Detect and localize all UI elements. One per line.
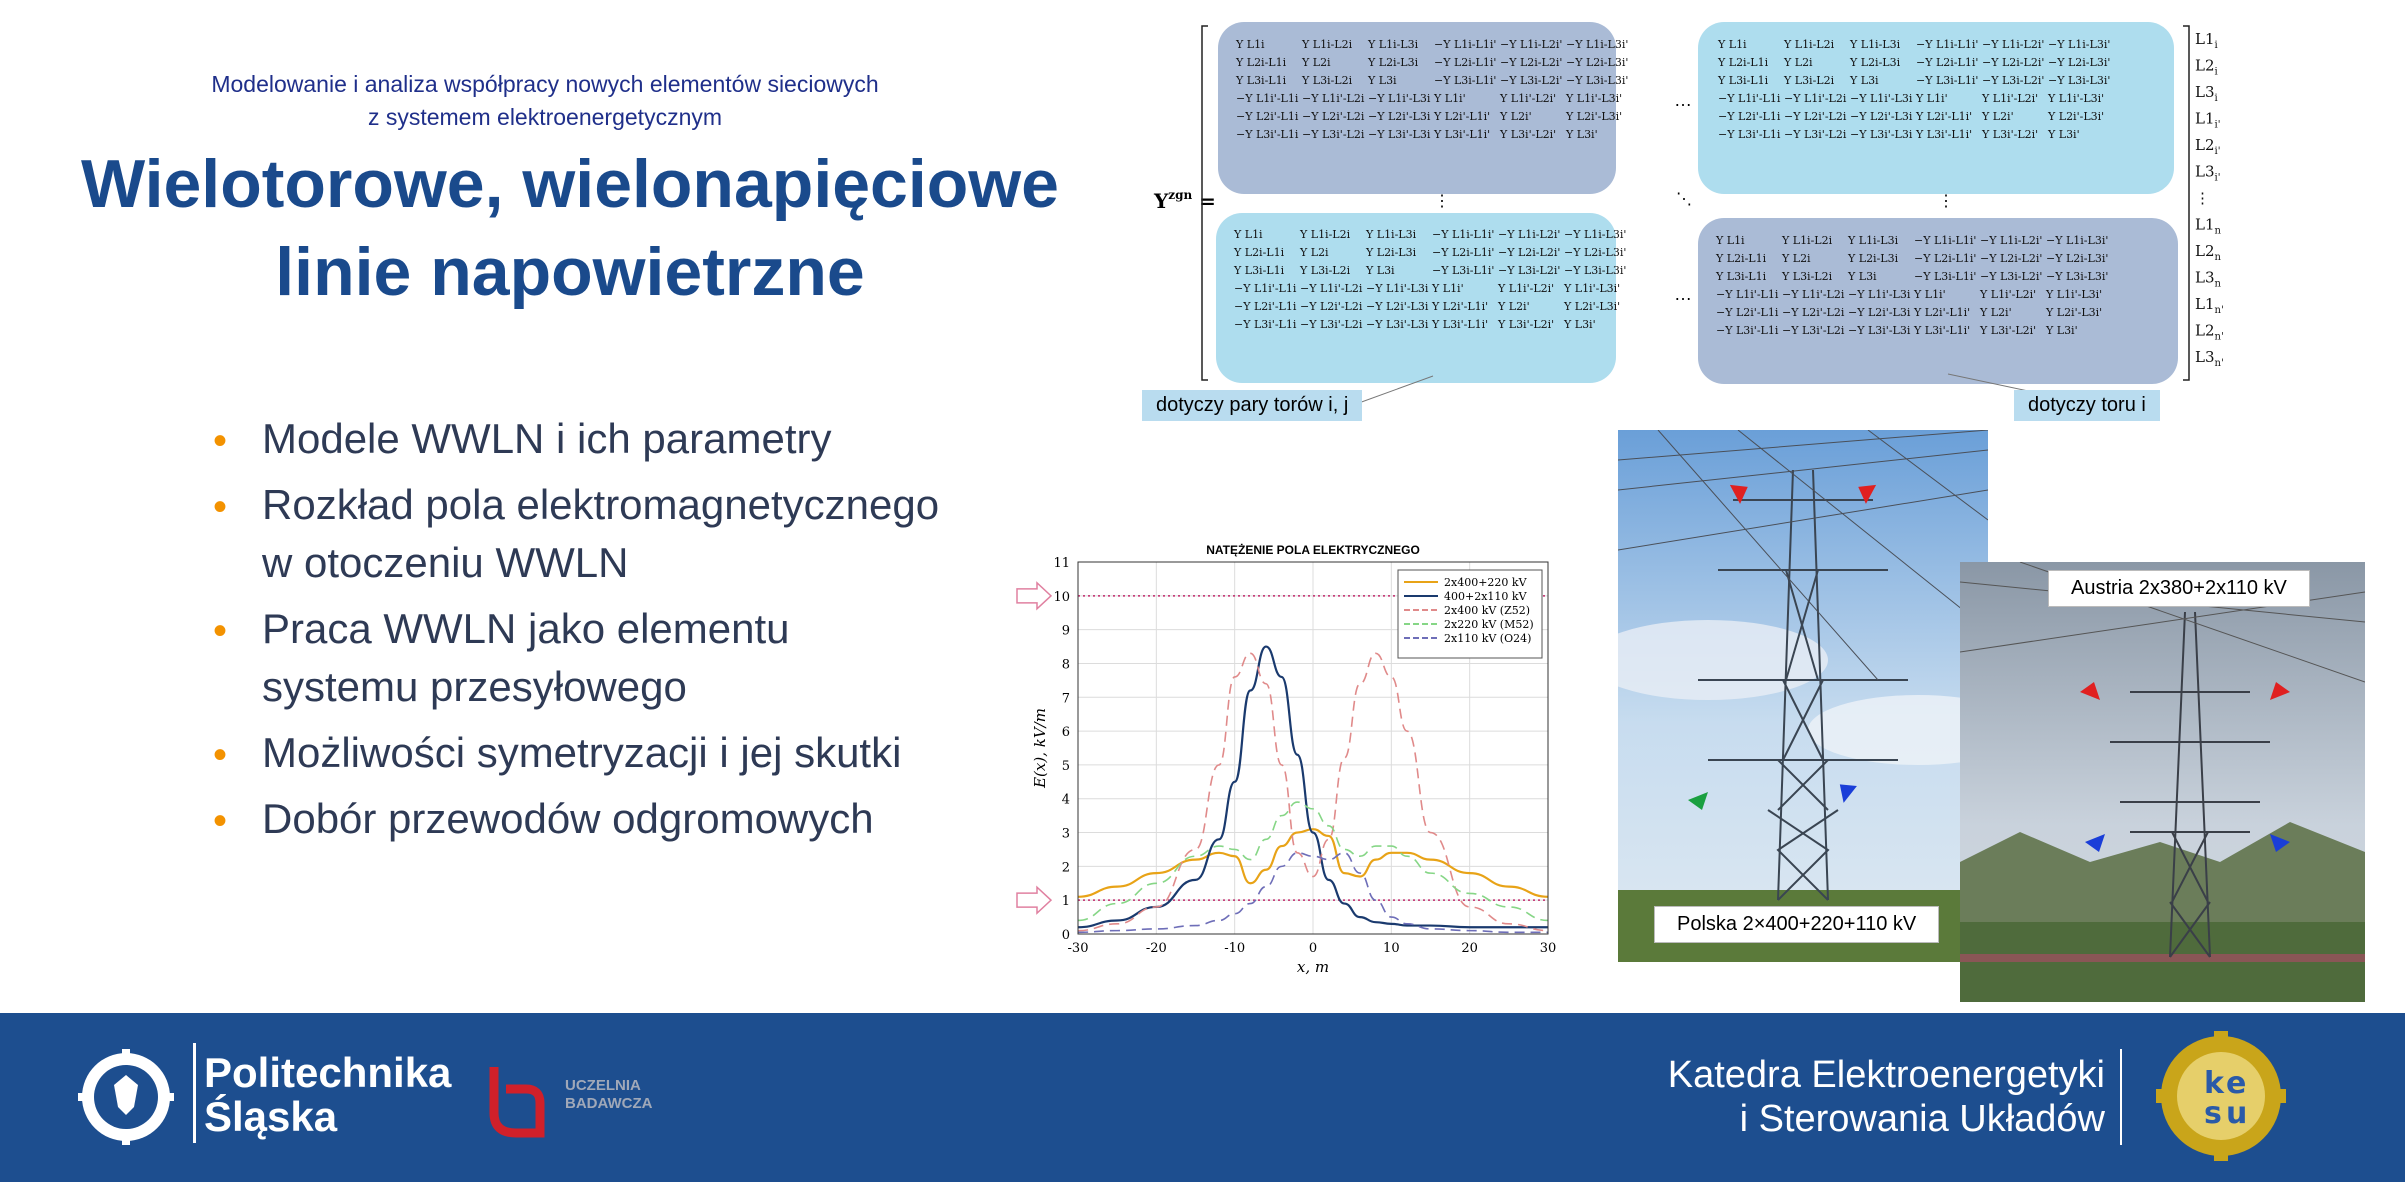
matrix-row-label: $L2_{i'}$ (2195, 136, 2221, 157)
matrix-cell: Y L3i (1850, 74, 1879, 87)
austria-tower-illustration (1960, 562, 2365, 1002)
subtitle-line1: Modelowanie i analiza współpracy nowych elementów sieciowych (211, 71, 879, 97)
matrix-cell: Y L1i (1236, 38, 1265, 51)
kesu-letter: s (2204, 1096, 2222, 1131)
matrix-cell: Y L3i (1366, 264, 1395, 277)
matrix-cell: −Y L1i'-L1i (1234, 282, 1297, 295)
y-tick-label: 2 (1061, 860, 1070, 876)
matrix-cell: Y L2i (1782, 252, 1811, 265)
matrix-cell: Y L1i-L2i (1300, 228, 1351, 241)
bullet-text: Rozkład pola elektromagnetycznego (262, 481, 940, 528)
matrix-cell: −Y L1i-L1i' (1914, 234, 1977, 247)
matrix-cell: Y L3i' (2048, 128, 2080, 141)
bullet-item (205, 476, 1005, 592)
bullet-text-cont: w otoczeniu WWLN (262, 539, 629, 586)
bullet-dot-icon: • (213, 799, 228, 843)
matrix-cell: −Y L1i-L3i' (1566, 38, 1629, 51)
matrix-row-label: $L1_{n'}$ (2195, 295, 2224, 316)
matrix-cell: −Y L3i-L2i' (1982, 74, 2045, 87)
matrix-row-labels (2195, 30, 2224, 369)
matrix-cell: Y L2i-L3i (1848, 252, 1899, 265)
bullet-text: Modele WWLN i ich parametry (262, 415, 832, 462)
matrix-cell: Y L2i-L3i (1368, 56, 1419, 69)
matrix-row-label: $L3_{n'}$ (2195, 348, 2224, 369)
x-tick-label: -10 (1224, 941, 1246, 956)
y-tick-label: 5 (1061, 758, 1070, 774)
matrix-cell: −Y L2i-L2i' (1500, 56, 1563, 69)
bullet-dot-icon: • (213, 485, 228, 529)
legend-label: 2x400+220 kV (1444, 576, 1527, 589)
matrix-cell: −Y L3i'-L1i (1716, 324, 1779, 337)
y-tick-label: 3 (1061, 826, 1070, 842)
matrix-symbol: $Y^{zgn}$ = (1154, 188, 1216, 213)
matrix-cell: −Y L3i'-L3i (1366, 318, 1429, 331)
matrix-cell: −Y L3i-L2i' (1500, 74, 1563, 87)
matrix-cell: Y L1i-L3i (1850, 38, 1901, 51)
matrix-cell: Y L2i'-L1i' (1432, 300, 1489, 313)
matrix-row-label: $L1_{i'}$ (2195, 109, 2221, 131)
university-name-line2: Śląska (204, 1093, 338, 1140)
x-tick-label: -30 (1067, 941, 1089, 956)
matrix-cell: Y L3i'-L2i' (1498, 318, 1555, 331)
footer-band (0, 1013, 2405, 1182)
matrix-cell: Y L1i-L3i (1848, 234, 1899, 247)
department-line2: i Sterowania Układów (1739, 1098, 2105, 1140)
matrix-cell: −Y L3i'-L1i (1234, 318, 1297, 331)
title-line1: Wielotorowe, wielonapięciowe (81, 146, 1059, 222)
matrix-cell: Y L3i'-L1i' (1432, 318, 1489, 331)
matrix-cell: −Y L2i-L1i' (1916, 56, 1979, 69)
title-line2: linie napowietrzne (275, 234, 865, 310)
bridge-rail (1960, 954, 2365, 962)
matrix-cell: −Y L3i-L2i' (1980, 270, 2043, 283)
matrix-hdots: … (1674, 90, 1692, 110)
bullet-text: Praca WWLN jako elementu (262, 605, 790, 652)
matrix-cell: Y L3i' (1566, 128, 1598, 141)
matrix-cell: Y L1i'-L2i' (1498, 282, 1555, 295)
slide-subtitle (120, 68, 970, 134)
matrix-cell: −Y L2i'-L2i (1784, 110, 1847, 123)
x-tick-label: -20 (1145, 941, 1167, 956)
matrix-cell: Y L3i'-L1i' (1914, 324, 1971, 337)
research-university-badge-icon (486, 1063, 550, 1143)
matrix-cell: −Y L2i-L3i' (2046, 252, 2109, 265)
university-gear-logo-icon (78, 1049, 174, 1145)
matrix-cell: Y L1i-L3i (1366, 228, 1417, 241)
matrix-cell: Y L3i-L1i (1716, 270, 1767, 283)
legend-label: 2x220 kV (M52) (1444, 618, 1534, 631)
x-tick-label: 30 (1539, 941, 1557, 956)
matrix-cell: −Y L1i-L1i' (1916, 38, 1979, 51)
chart-xlabel: x, m (1296, 958, 1330, 976)
photo-poland-tower (1618, 430, 1988, 962)
matrix-cell: Y L2i'-L3i' (1564, 300, 1621, 313)
bullet-text: Możliwości symetryzacji i jej skutki (262, 729, 902, 776)
matrix-cell: −Y L3i-L2i' (1498, 264, 1561, 277)
matrix-cell: −Y L2i'-L1i (1718, 110, 1781, 123)
matrix-cell: −Y L3i-L1i' (1432, 264, 1495, 277)
matrix-cell: −Y L1i'-L2i (1784, 92, 1847, 105)
matrix-cell: Y L3i-L2i (1300, 264, 1351, 277)
matrix-cell: Y L1i (1716, 234, 1745, 247)
photo-austria-tower (1960, 562, 2365, 1002)
matrix-cell: Y L2i'-L1i' (1916, 110, 1973, 123)
matrix-cell: −Y L2i-L3i' (1564, 246, 1627, 259)
matrix-cell: −Y L1i-L1i' (1434, 38, 1497, 51)
matrix-row-label: $L3_i$ (2195, 83, 2218, 104)
matrix-cell: −Y L2i'-L2i (1300, 300, 1363, 313)
matrix-cell: −Y L1i'-L3i (1848, 288, 1911, 301)
reference-arrow-icon (1017, 887, 1051, 913)
kesu-letter: u (2226, 1096, 2248, 1131)
matrix-cell: Y L2i-L3i (1850, 56, 1901, 69)
department-name (1600, 1053, 2105, 1141)
matrix-row-label: $L2_i$ (2195, 56, 2218, 78)
matrix-cell: Y L2i (1302, 56, 1331, 69)
subtitle-line2: z systemem elektroenergetycznym (367, 104, 723, 130)
matrix-cell: Y L2i' (1980, 306, 2012, 319)
matrix-cell: Y L2i' (1498, 300, 1530, 313)
matrix-cell: −Y L3i'-L2i (1784, 128, 1847, 141)
kesu-letter: e (2226, 1066, 2247, 1101)
matrix-cell: −Y L2i-L1i' (1432, 246, 1495, 259)
matrix-cell: −Y L1i-L3i' (2048, 38, 2111, 51)
electric-field-chart (1015, 538, 1565, 988)
chart-title: NATĘŻENIE POLA ELEKTRYCZNEGO (1206, 543, 1420, 557)
matrix-cell: Y L2i' (1500, 110, 1532, 123)
matrix-cell: −Y L3i'-L2i (1302, 128, 1365, 141)
bullet-text: Dobór przewodów odgromowych (262, 795, 874, 842)
matrix-cell: −Y L1i'-L3i (1366, 282, 1429, 295)
matrix-cell: −Y L3i-L3i' (1564, 264, 1627, 277)
matrix-cell: −Y L1i'-L2i (1300, 282, 1363, 295)
matrix-cell: Y L3i-L1i (1236, 74, 1287, 87)
university-name (204, 1051, 451, 1139)
matrix-cell: −Y L3i'-L3i (1368, 128, 1431, 141)
research-university-text (565, 1077, 653, 1113)
matrix-cell: −Y L2i-L3i' (2048, 56, 2111, 69)
matrix-cell: Y L1i (1718, 38, 1747, 51)
kesu-letter: k (2204, 1066, 2224, 1101)
matrix-cell: Y L3i'-L2i' (1500, 128, 1557, 141)
y-tick-label: 1 (1061, 894, 1070, 910)
matrix-cell: −Y L3i-L1i' (1434, 74, 1497, 87)
matrix-cell: Y L2i-L1i (1234, 246, 1285, 259)
matrix-cell: Y L3i'-L1i' (1916, 128, 1973, 141)
matrix-cell: Y L3i' (1564, 318, 1596, 331)
matrix-cell: Y L2i (1784, 56, 1813, 69)
matrix-row-label: $L3_n$ (2195, 268, 2221, 290)
y-tick-label: 8 (1061, 657, 1070, 673)
bullet-list (205, 410, 1005, 856)
tag-track-pairs: dotyczy pary torów i, j (1142, 390, 1362, 421)
badge-line2: BADAWCZA (565, 1095, 653, 1112)
matrix-cell: Y L2i' (1982, 110, 2014, 123)
matrix-cell: −Y L2i'-L3i (1366, 300, 1429, 313)
matrix-cell: Y L1i'-L2i' (1982, 92, 2039, 105)
matrix-cell: −Y L1i'-L1i (1716, 288, 1779, 301)
matrix-cell: −Y L2i-L2i' (1980, 252, 2043, 265)
photo-label-poland: Polska 2×400+220+110 kV (1654, 906, 1939, 943)
admittance-matrix-figure (1148, 18, 2233, 418)
legend-label: 400+2x110 kV (1444, 590, 1527, 603)
x-tick-label: 10 (1383, 941, 1400, 956)
matrix-cell: Y L1i'-L3i' (2046, 288, 2103, 301)
x-tick-label: 0 (1308, 941, 1318, 956)
y-tick-label: 0 (1061, 928, 1070, 943)
matrix-cell: Y L3i (1848, 270, 1877, 283)
matrix-cell: Y L2i'-L1i' (1914, 306, 1971, 319)
bullet-text-cont: systemu przesyłowego (262, 663, 687, 710)
photo-label-austria: Austria 2x380+2x110 kV (2048, 570, 2310, 607)
matrix-vdots: ⋮ (1938, 193, 1954, 210)
legend-label: 2x400 kV (Z52) (1444, 604, 1531, 617)
matrix-cell: Y L3i'-L2i' (1980, 324, 2037, 337)
matrix-cell: Y L1i-L3i (1368, 38, 1419, 51)
matrix-cell: −Y L2i-L1i' (1914, 252, 1977, 265)
matrix-cell: −Y L1i-L1i' (1432, 228, 1495, 241)
matrix-cell: Y L1i (1234, 228, 1263, 241)
matrix-cell: −Y L2i-L2i' (1498, 246, 1561, 259)
bullet-item (205, 724, 1005, 782)
matrix-cell: −Y L3i-L1i' (1914, 270, 1977, 283)
chart-legend (1398, 570, 1542, 658)
y-tick-label: 9 (1061, 623, 1070, 639)
matrix-cell: −Y L3i'-L1i (1236, 128, 1299, 141)
matrix-cell: −Y L2i'-L2i (1782, 306, 1845, 319)
matrix-cell: −Y L3i'-L3i (1850, 128, 1913, 141)
matrix-cell: −Y L1i'-L3i (1850, 92, 1913, 105)
matrix-right-bracket (2183, 26, 2189, 380)
legend-label: 2x110 kV (O24) (1444, 632, 1532, 645)
matrix-cell: Y L1i' (1432, 282, 1464, 295)
matrix-cell: Y L3i' (2046, 324, 2078, 337)
matrix-row-label: $L1_n$ (2195, 215, 2221, 237)
matrix-cell: Y L1i'-L2i' (1980, 288, 2037, 301)
matrix-cell: Y L2i-L1i (1716, 252, 1767, 265)
matrix-cell: Y L2i'-L3i' (1566, 110, 1623, 123)
matrix-cell: −Y L2i-L2i' (1982, 56, 2045, 69)
matrix-cell: Y L2i-L1i (1236, 56, 1287, 69)
matrix-cell: Y L1i' (1434, 92, 1466, 105)
matrix-cell: Y L3i-L2i (1302, 74, 1353, 87)
matrix-row-label: ⋮ (2195, 189, 2210, 207)
bullet-item (205, 790, 1005, 848)
department-line1: Katedra Elektroenergetyki (1667, 1054, 2105, 1096)
chart-svg (1015, 538, 1565, 988)
matrix-cell: −Y L1i-L2i' (1498, 228, 1561, 241)
matrix-cell: −Y L3i'-L2i (1300, 318, 1363, 331)
y-tick-label: 6 (1061, 725, 1070, 741)
badge-line1: UCZELNIA (565, 1077, 641, 1094)
matrix-cell: Y L1i-L2i (1782, 234, 1833, 247)
matrix-row-label: $L2_{n'}$ (2195, 321, 2224, 343)
dept-divider (2120, 1049, 2122, 1145)
bullet-dot-icon: • (213, 733, 228, 777)
matrix-cell: −Y L3i'-L1i (1718, 128, 1781, 141)
matrix-cell: Y L3i-L1i (1234, 264, 1285, 277)
matrix-cell: Y L1i' (1916, 92, 1948, 105)
matrix-cell: Y L3i-L2i (1782, 270, 1833, 283)
matrix-cell: Y L3i'-L2i' (1982, 128, 2039, 141)
matrix-cell: Y L1i-L2i (1784, 38, 1835, 51)
matrix-cell: −Y L3i'-L3i (1848, 324, 1911, 337)
matrix-cell: −Y L3i-L3i' (2046, 270, 2109, 283)
matrix-cell: Y L2i-L3i (1366, 246, 1417, 259)
bullet-item (205, 410, 1005, 468)
matrix-cell: Y L3i-L1i (1718, 74, 1769, 87)
logo-divider (193, 1043, 196, 1143)
matrix-cell: −Y L3i'-L2i (1782, 324, 1845, 337)
matrix-ddots: ⋱ (1676, 191, 1692, 208)
bullet-dot-icon: • (213, 609, 228, 653)
matrix-cell: −Y L2i'-L1i (1716, 306, 1779, 319)
matrix-cell: Y L2i (1300, 246, 1329, 259)
matrix-cell: Y L1i'-L3i' (1564, 282, 1621, 295)
matrix-cell: Y L1i' (1914, 288, 1946, 301)
y-tick-label: 7 (1061, 691, 1070, 707)
matrix-cell: −Y L2i'-L3i (1368, 110, 1431, 123)
matrix-cell: Y L2i'-L3i' (2046, 306, 2103, 319)
matrix-cell: −Y L2i'-L3i (1848, 306, 1911, 319)
tag-single-track: dotyczy toru i (2014, 390, 2160, 421)
matrix-cell: −Y L2i'-L3i (1850, 110, 1913, 123)
y-tick-label: 11 (1053, 556, 1070, 571)
matrix-cell: Y L3i-L2i (1784, 74, 1835, 87)
matrix-cell: −Y L1i'-L2i (1782, 288, 1845, 301)
matrix-cell: Y L2i'-L3i' (2048, 110, 2105, 123)
matrix-cell: Y L1i'-L3i' (2048, 92, 2105, 105)
university-name-line1: Politechnika (204, 1049, 452, 1096)
matrix-row-label: $L2_n$ (2195, 242, 2221, 263)
matrix-row-label: $L3_{i'}$ (2195, 162, 2221, 184)
y-tick-label: 10 (1053, 589, 1070, 605)
chart-ylabel: E(x), kV/m (1031, 708, 1049, 788)
matrix-cell: −Y L1i'-L1i (1718, 92, 1781, 105)
matrix-cell: −Y L3i-L1i' (1916, 74, 1979, 87)
matrix-cell: −Y L1i-L3i' (1564, 228, 1627, 241)
matrix-cell: −Y L3i-L3i' (1566, 74, 1629, 87)
matrix-cell: −Y L2i'-L1i (1234, 300, 1297, 313)
matrix-cell: Y L3i (1368, 74, 1397, 87)
matrix-svg (1148, 18, 2233, 418)
matrix-cell: −Y L1i-L2i' (1980, 234, 2043, 247)
matrix-hdots: … (1674, 284, 1692, 304)
matrix-cell: −Y L1i-L2i' (1982, 38, 2045, 51)
x-tick-label: 20 (1461, 941, 1478, 956)
kesu-logo-icon (2156, 1031, 2286, 1161)
matrix-row-label: $L1_i$ (2195, 30, 2218, 51)
matrix-vdots: ⋮ (1434, 193, 1450, 210)
matrix-cell: Y L2i-L1i (1718, 56, 1769, 69)
bullet-item (205, 600, 1005, 716)
matrix-cell: −Y L1i-L2i' (1500, 38, 1563, 51)
reference-arrow-icon (1017, 583, 1051, 609)
matrix-cell: Y L3i'-L1i' (1434, 128, 1491, 141)
matrix-cell: −Y L2i-L3i' (1566, 56, 1629, 69)
poland-tower-illustration (1618, 430, 1988, 962)
y-tick-label: 4 (1061, 792, 1070, 808)
matrix-cell: Y L1i-L2i (1302, 38, 1353, 51)
matrix-cell: −Y L3i-L3i' (2048, 74, 2111, 87)
slide-title (20, 140, 1120, 316)
bullet-dot-icon: • (213, 419, 228, 463)
matrix-cell: −Y L2i-L1i' (1434, 56, 1497, 69)
matrix-cell: Y L1i'-L2i' (1500, 92, 1557, 105)
matrix-cell: Y L2i'-L1i' (1434, 110, 1491, 123)
matrix-cell: −Y L2i'-L2i (1302, 110, 1365, 123)
matrix-cell: Y L1i'-L3i' (1566, 92, 1623, 105)
matrix-cell: −Y L2i'-L1i (1236, 110, 1299, 123)
matrix-cell: −Y L1i-L3i' (2046, 234, 2109, 247)
matrix-cell: −Y L1i'-L3i (1368, 92, 1431, 105)
matrix-cell: −Y L1i'-L1i (1236, 92, 1299, 105)
matrix-cell: −Y L1i'-L2i (1302, 92, 1365, 105)
